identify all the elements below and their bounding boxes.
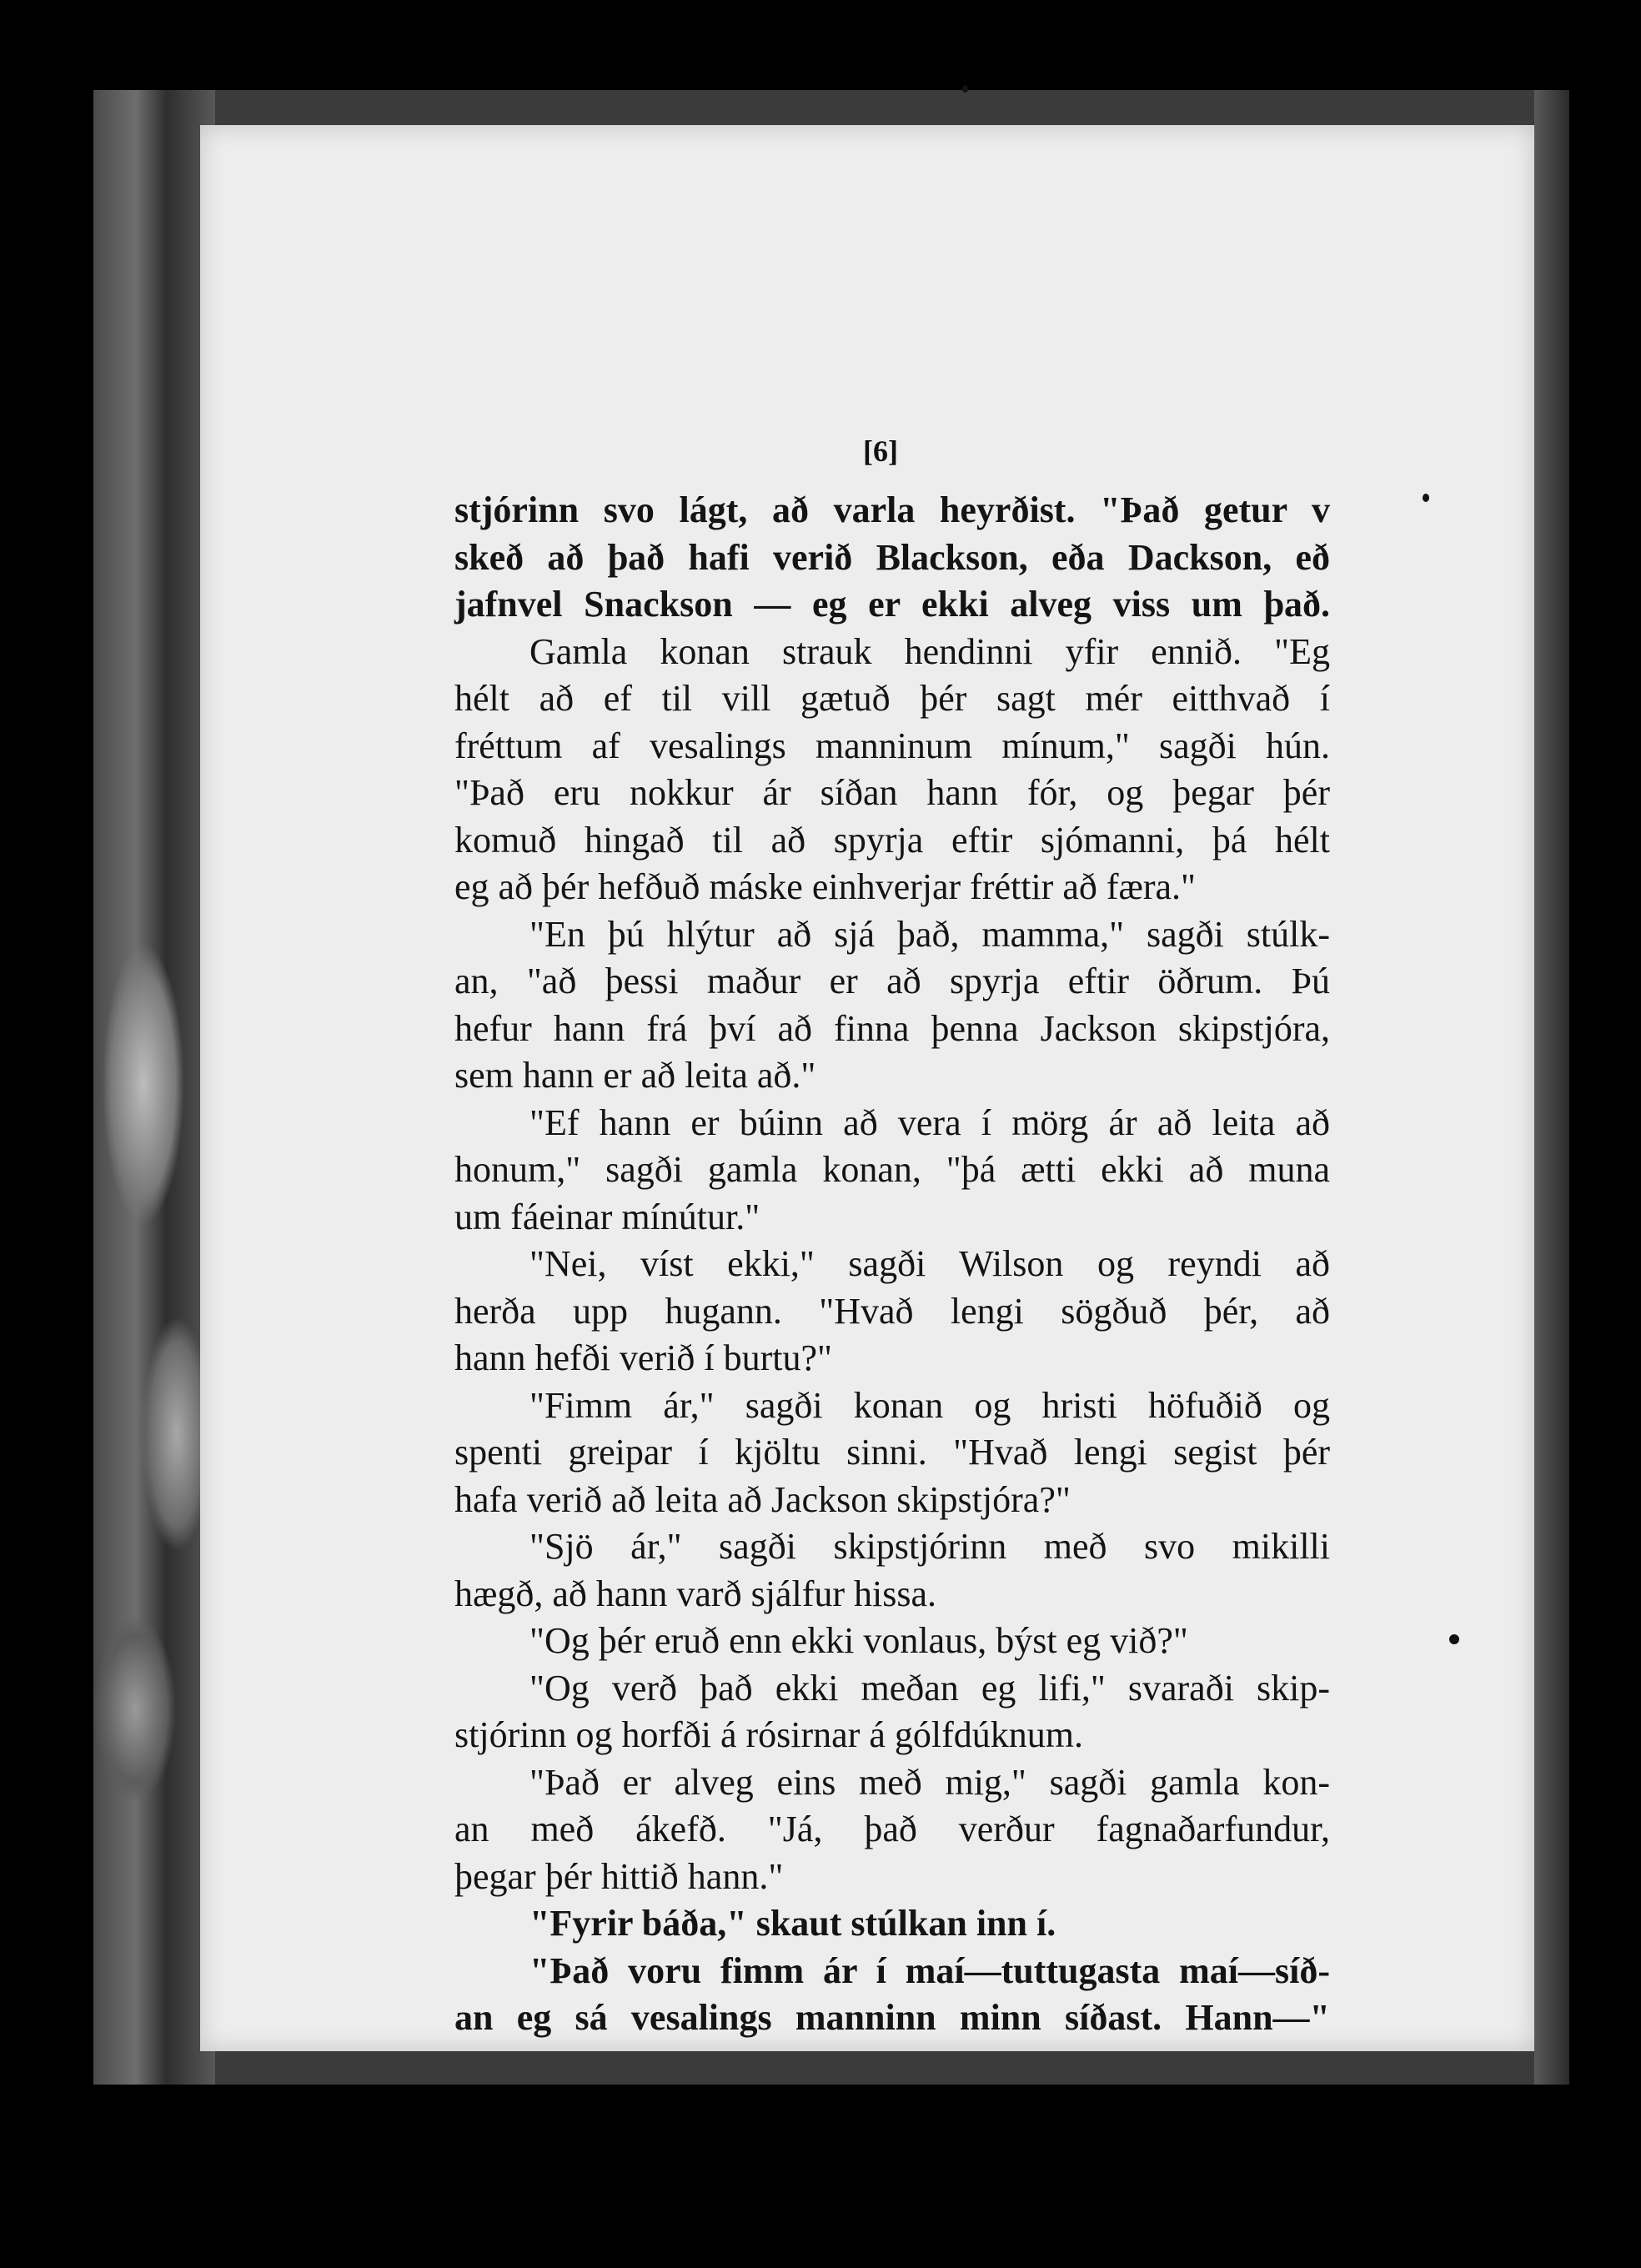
- text-line: eg að þér hefðuð máske einhverjar fréttir að færa.": [454, 866, 1197, 907]
- text-line: "Fimm ár," sagði konan og hristi höfuðið og: [529, 1384, 1330, 1426]
- text-line: an eg sá vesalings manninn minn síðast. Hann—": [454, 1997, 1330, 2038]
- text-line: jafnvel Snackson — eg er ekki alveg viss um það.: [454, 584, 1330, 625]
- text-line: spenti greipar í kjöltu sinni. "Hvað lengi segist þér: [454, 1432, 1330, 1473]
- text-line: hafa verið að leita að Jackson skipstjóra?": [454, 1478, 1071, 1520]
- text-line: hélt að ef til vill gætuð þér sagt mér eitthvað í: [454, 678, 1330, 719]
- text-line: stjórinn og horfði á rósirnar á gólfdúknum.: [454, 1714, 1083, 1755]
- text-line: komuð hingað til að spyrja eftir sjómanni, þá hélt: [454, 819, 1330, 861]
- text-line: skeð að það hafi verið Blackson, eða Dackson, eð: [454, 536, 1330, 578]
- page-number: [6]: [863, 434, 898, 468]
- text-line: "Og verð það ekki meðan eg lifi," svaraði skip-: [529, 1667, 1330, 1709]
- text-line: "Það voru fimm ár í maí—tuttugasta maí—síð-: [529, 1949, 1330, 1991]
- text-line: hefur hann frá því að finna þenna Jackson skipstjóra,: [454, 1007, 1330, 1049]
- text-line: "Og þér eruð enn ekki vonlaus, býst eg við?": [529, 1620, 1188, 1661]
- text-line: sem hann er að leita að.": [454, 1055, 816, 1096]
- ink-speck: [1423, 494, 1429, 502]
- text-line: hann hefði verið í burtu?": [454, 1337, 832, 1378]
- text-line: herða upp hugann. "Hvað lengi sögðuð þér, að: [454, 1290, 1330, 1332]
- text-line: "Fyrir báða," skaut stúlkan inn í.: [529, 1903, 1056, 1944]
- text-line: "Það eru nokkur ár síðan hann fór, og þegar þér: [454, 772, 1330, 813]
- ink-speck: [962, 85, 968, 93]
- text-line: Gamla konan strauk hendinni yfir ennið. "Eg: [529, 630, 1330, 672]
- text-line: honum," sagði gamla konan, "þá ætti ekki að muna: [454, 1149, 1330, 1190]
- text-line: "Það er alveg eins með mig," sagði gamla kon-: [529, 1761, 1330, 1803]
- text-line: stjórinn svo lágt, að varla heyrðist. "Það getur v: [454, 489, 1330, 530]
- ink-speck: [1449, 1634, 1459, 1644]
- text-line: an með ákefð. "Já, það verður fagnaðarfundur,: [454, 1809, 1330, 1849]
- page-body-text: [454, 487, 1330, 2042]
- text-line: "Sjö ár," sagði skipstjórinn með svo mikilli: [529, 1526, 1330, 1567]
- right-book-edge: [1534, 90, 1569, 2085]
- text-line: "Ef hann er búinn að vera í mörg ár að leita að: [529, 1101, 1330, 1143]
- text-line: an, "að þessi maður er að spyrja eftir öðrum. Þú: [454, 961, 1330, 1001]
- text-line: hægð, að hann varð sjálfur hissa.: [454, 1573, 936, 1614]
- text-line: um fáeinar mínútur.": [454, 1196, 760, 1237]
- text-line: fréttum af vesalings manninum mínum," sagði hún.: [454, 725, 1330, 766]
- text-line: "En þú hlýtur að sjá það, mamma," sagði stúlk-: [529, 913, 1330, 955]
- text-line: "Nei, víst ekki," sagði Wilson og reyndi að: [529, 1243, 1330, 1284]
- text-line: þegar þér hittið hann.": [454, 1855, 784, 1897]
